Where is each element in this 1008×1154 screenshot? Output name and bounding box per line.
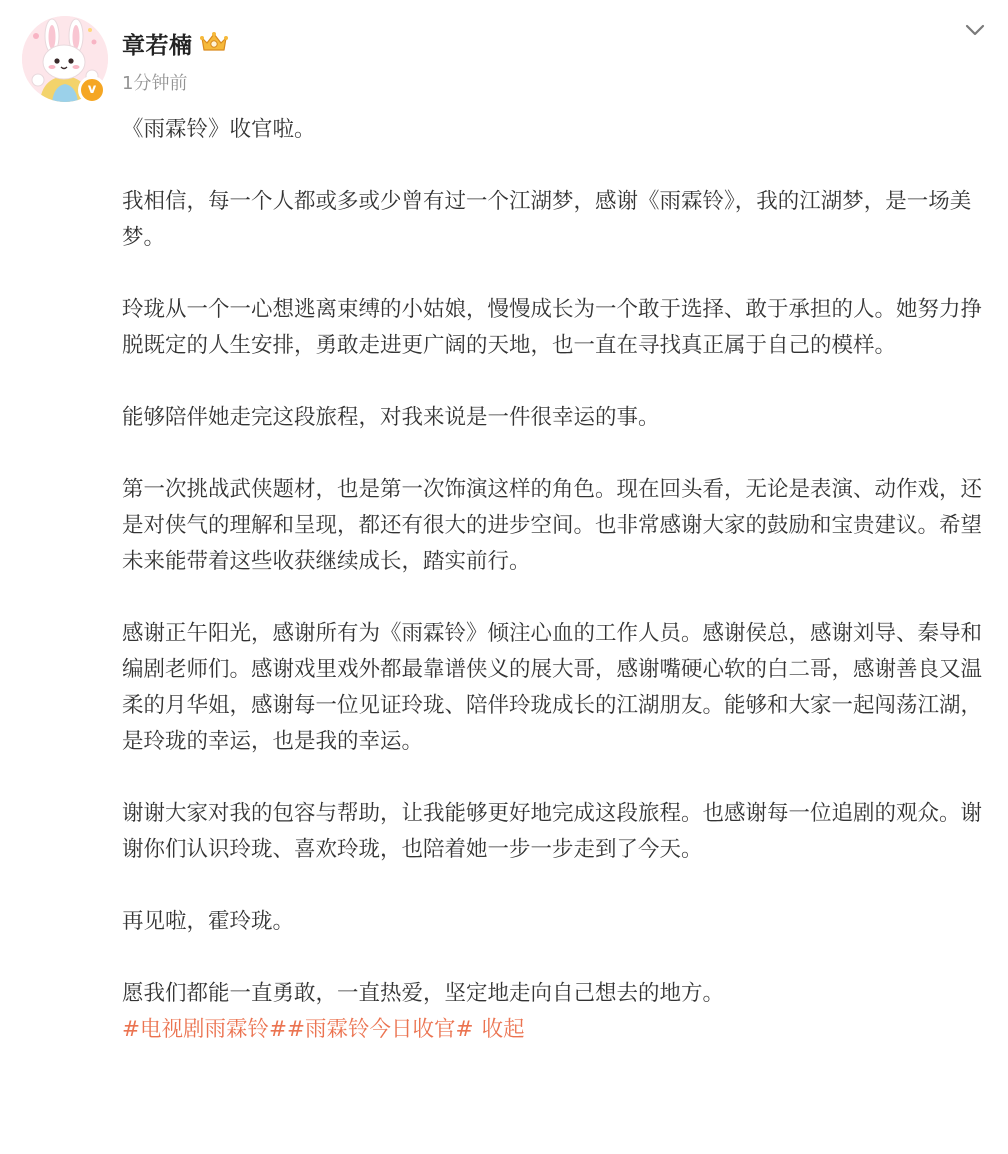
- post-paragraph: 谢谢大家对我的包容与帮助，让我能够更好地完成这段旅程。也感谢每一位追剧的观众。谢谢你们认识玲珑、喜欢玲珑，也陪着她一步一步走到了今天。: [122, 801, 983, 862]
- post-paragraph: 再见啦，霍玲珑。: [122, 909, 295, 934]
- post-paragraph: 玲珑从一个一心想逃离束缚的小姑娘，慢慢成长为一个敢于选择、敢于承担的人。她努力挣脱既定的人生安排，勇敢走进更广阔的天地，也一直在寻找真正属于自己的模样。: [122, 297, 983, 358]
- topic-tag-finale[interactable]: #雨霖铃今日收官#: [287, 1017, 474, 1042]
- chevron-down-icon[interactable]: [964, 22, 986, 38]
- post-paragraph: 我相信，每一个人都或多或少曾有过一个江湖梦，感谢《雨霖铃》，我的江湖梦，是一场美梦。: [122, 189, 972, 250]
- collapse-link[interactable]: 收起: [481, 1017, 525, 1042]
- post-paragraph: 愿我们都能一直勇敢，一直热爱，坚定地走向自己想去的地方。: [122, 981, 725, 1006]
- topic-tags: [122, 1012, 994, 1048]
- post-content: [122, 112, 994, 1048]
- topic-tag-tv-series[interactable]: #电视剧雨霖铃#: [122, 1017, 288, 1042]
- post-timestamp: 1分钟前: [122, 73, 188, 94]
- post-paragraph: 感谢正午阳光，感谢所有为《雨霖铃》倾注心血的工作人员。感谢侯总，感谢刘导、秦导和编剧老师们。感谢戏里戏外都最靠谱侠义的展大哥，感谢嘴硬心软的白二哥，感谢善良又温柔的月华姐，感谢每一位见证玲珑、陪伴玲珑成长的江湖朋友。能够和大家一起闯荡江湖，是玲珑的幸运，也是我的幸运。: [122, 621, 983, 754]
- author-name[interactable]: 章若楠: [122, 33, 193, 59]
- post-paragraph: 第一次挑战武侠题材，也是第一次饰演这样的角色。现在回头看，无论是表演、动作戏，还是对侠气的理解和呈现，都还有很大的进步空间。也非常感谢大家的鼓励和宝贵建议。希望未来能带着这些收获继续成长，踏实前行。: [122, 477, 983, 574]
- vip-crown-icon[interactable]: [199, 30, 229, 54]
- post-paragraph: 能够陪伴她走完这段旅程，对我来说是一件很幸运的事。: [122, 405, 660, 430]
- post-paragraph: 《雨霖铃》收官啦。: [122, 117, 316, 142]
- verified-badge-icon: v: [78, 76, 106, 104]
